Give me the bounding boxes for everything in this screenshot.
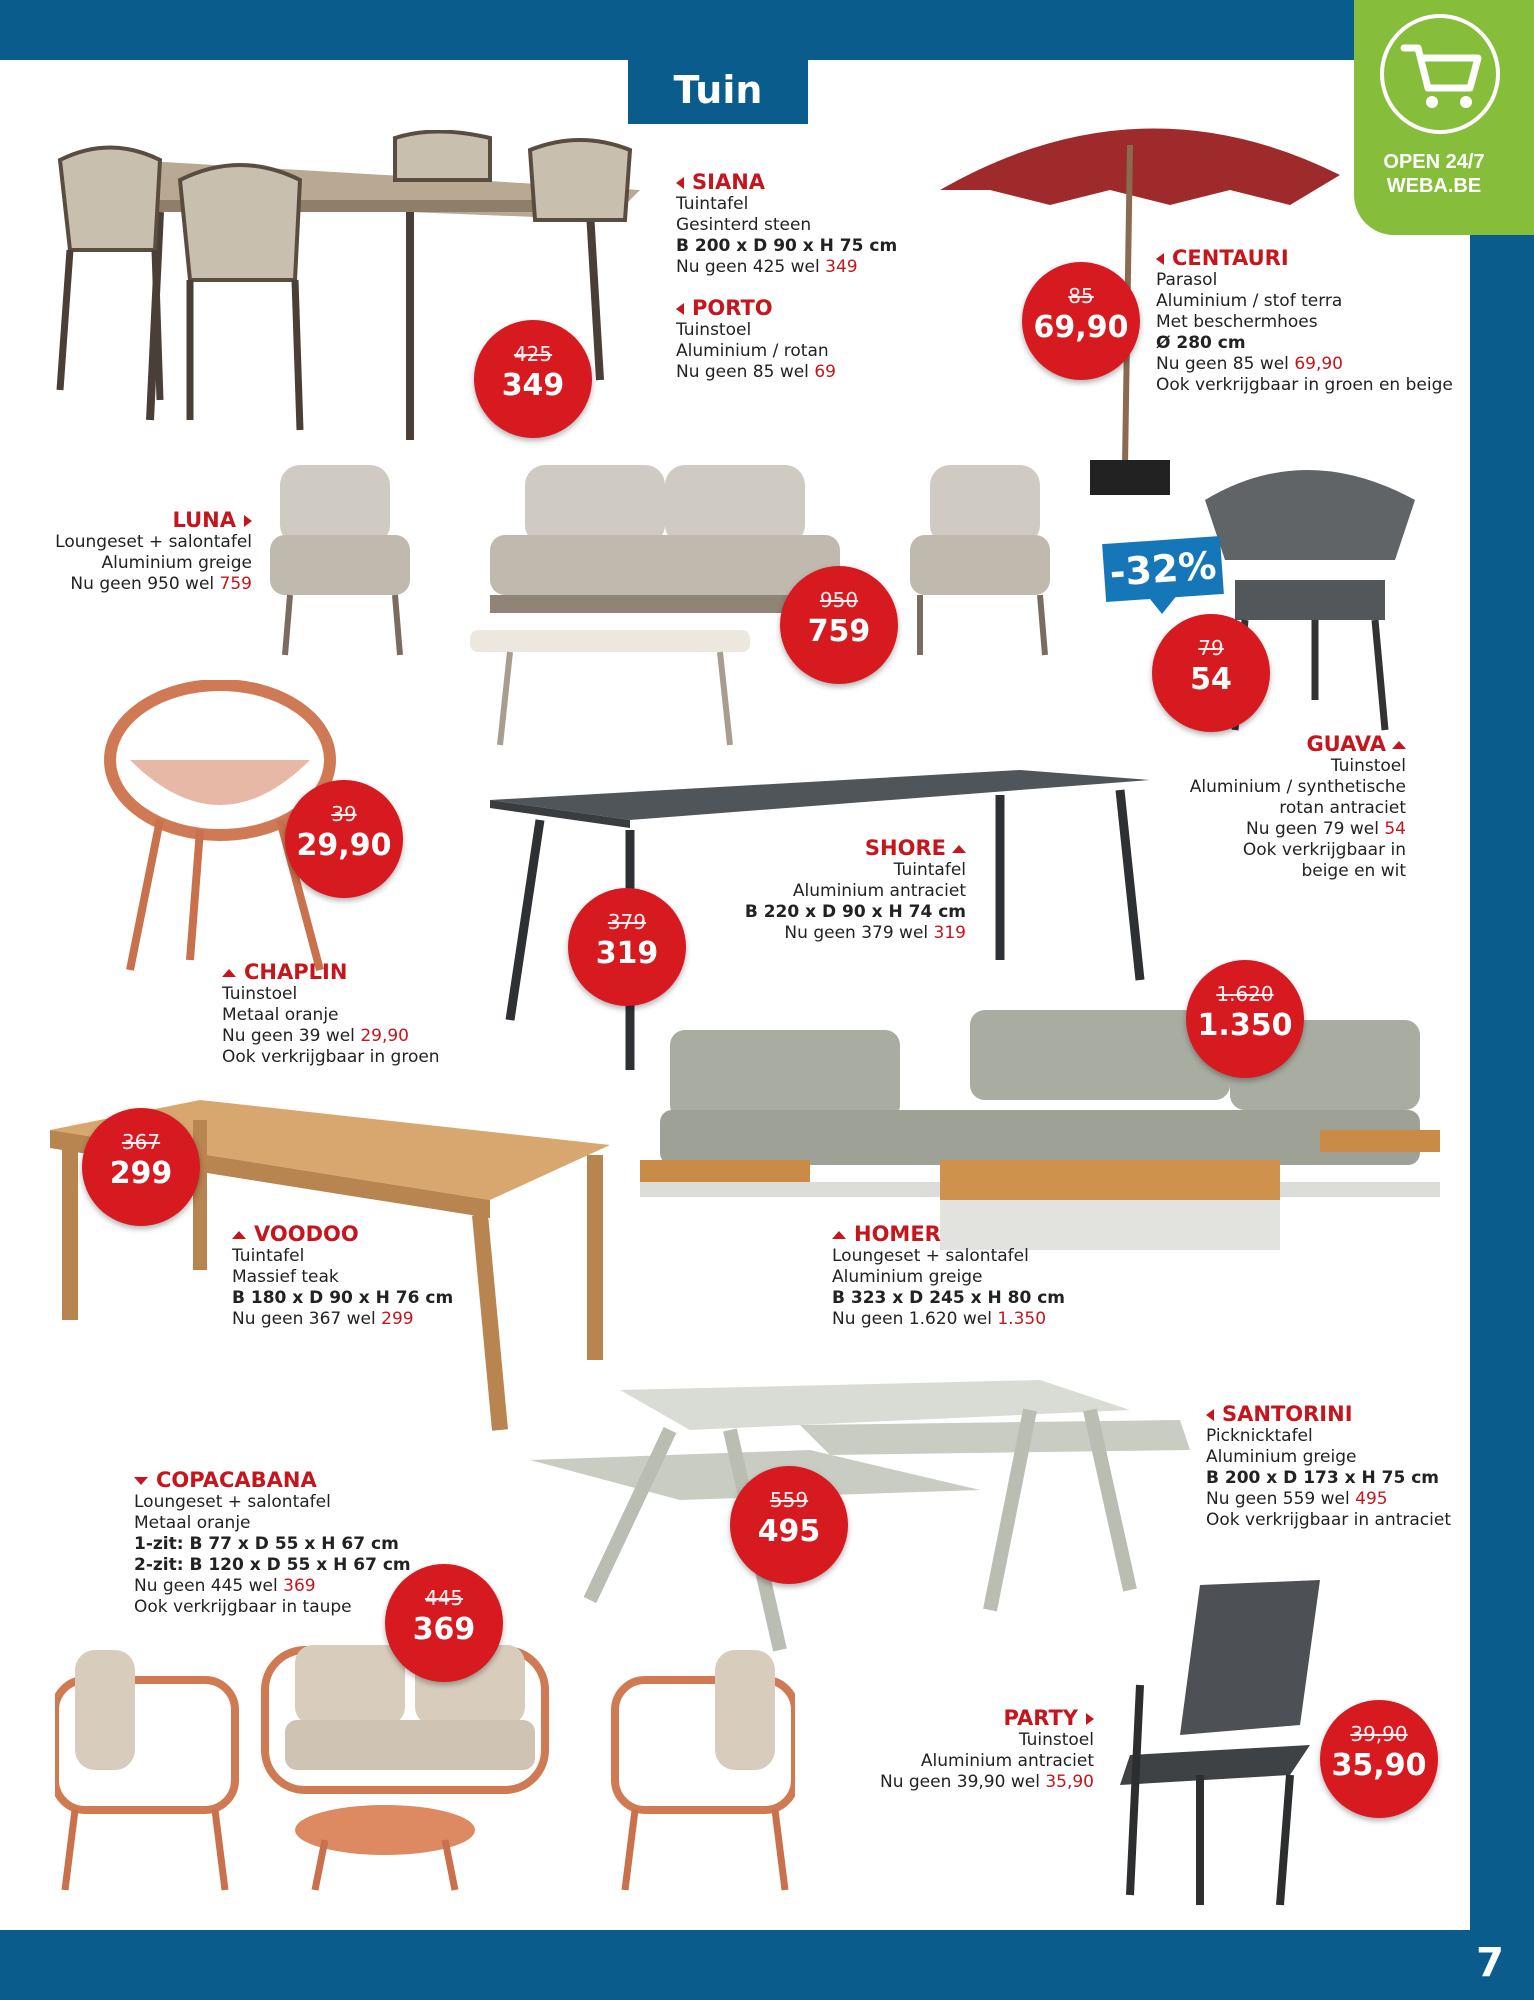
- shore-name: SHORE: [720, 836, 966, 860]
- luna-price-badge: 950 759: [780, 566, 898, 684]
- arrow-right-icon: [244, 515, 252, 527]
- siana-price-badge: 425 349: [474, 320, 592, 438]
- centauri-name: CENTAURI: [1156, 246, 1453, 270]
- luna-name: LUNA: [40, 508, 252, 532]
- arrow-left-icon: [676, 303, 684, 315]
- copacabana-price-badge: 445 369: [385, 1564, 503, 1682]
- website-text: WEBA.BE: [1386, 175, 1482, 197]
- porto-info: PORTO Tuinstoel Aluminium / rotan Nu geen 85 wel 69: [676, 296, 836, 382]
- siana-name: SIANA: [676, 170, 897, 194]
- party-name: PARTY: [862, 1706, 1094, 1730]
- arrow-left-icon: [1206, 1409, 1214, 1421]
- chaplin-name: CHAPLIN: [222, 960, 440, 984]
- voodoo-price-badge: 367 299: [82, 1108, 200, 1226]
- open-247-badge[interactable]: [1354, 0, 1534, 235]
- chaplin-info: CHAPLIN Tuinstoel Metaal oranje Nu geen 39 wel 29,90 Ook verkrijgbaar in groen: [222, 960, 440, 1067]
- section-title: Tuin: [628, 60, 808, 124]
- party-chair-image: [1110, 1575, 1350, 1915]
- homer-price-badge: 1.620 1.350: [1186, 960, 1304, 1078]
- open-247-text: OPEN 24/7: [1383, 151, 1485, 173]
- centauri-info: CENTAURI Parasol Aluminium / stof terra Met beschermhoes Ø 280 cm Nu geen 85 wel 69,90 Ook verkrijgbaar in groen en beige: [1156, 246, 1453, 395]
- chaplin-price-badge: 39 29,90: [285, 780, 403, 898]
- santorini-picnictable-image: [530, 1370, 1200, 1670]
- arrow-up-icon: [232, 1231, 246, 1239]
- voodoo-info: VOODOO Tuintafel Massief teak B 180 x D 90 x H 76 cm Nu geen 367 wel 299: [232, 1222, 454, 1329]
- copacabana-info: COPACABANA Loungeset + salontafel Metaal oranje 1-zit: B 77 x D 55 x H 67 cm 2-zit: B 120 x D 55 x H 67 cm Nu geen 445 wel 369 Ook verkrijgbaar in taupe: [134, 1468, 411, 1617]
- footer-band: [0, 1932, 1534, 2000]
- santorini-name: SANTORINI: [1206, 1402, 1451, 1426]
- party-info: PARTY Tuinstoel Aluminium antraciet Nu geen 39,90 wel 35,90: [862, 1706, 1094, 1793]
- porto-name: PORTO: [676, 296, 836, 320]
- shore-price-badge: 379 319: [568, 888, 686, 1006]
- luna-loungeset-image: [260, 455, 1060, 755]
- guava-price-badge: 79 54: [1152, 614, 1270, 732]
- centauri-price-badge: 85 69,90: [1022, 262, 1140, 380]
- arrow-left-icon: [676, 177, 684, 189]
- luna-info: LUNA Loungeset + salontafel Aluminium greige Nu geen 950 wel 759: [40, 508, 252, 595]
- guava-name: GUAVA: [1150, 732, 1406, 756]
- homer-info: HOMER Loungeset + salontafel Aluminium greige B 323 x D 245 x H 80 cm Nu geen 1.620 wel 1.350: [832, 1222, 1065, 1329]
- copacabana-name: COPACABANA: [134, 1468, 411, 1492]
- page-number: 7: [1476, 1940, 1504, 1986]
- santorini-info: SANTORINI Picknicktafel Aluminium greige B 200 x D 173 x H 75 cm Nu geen 559 wel 495 Ook verkrijgbaar in antraciet: [1206, 1402, 1451, 1530]
- arrow-left-icon: [1156, 253, 1164, 265]
- shore-info: SHORE Tuintafel Aluminium antraciet B 220 x D 90 x H 74 cm Nu geen 379 wel 319: [720, 836, 966, 944]
- arrow-up-icon: [1392, 741, 1406, 749]
- arrow-up-icon: [952, 845, 966, 853]
- shopping-cart-icon: [1380, 14, 1500, 134]
- arrow-up-icon: [832, 1231, 846, 1239]
- discount-badge-tip: [1146, 594, 1178, 614]
- arrow-up-icon: [222, 969, 236, 977]
- santorini-price-badge: 559 495: [730, 1466, 848, 1584]
- guava-info: GUAVA Tuinstoel Aluminium / synthetische rotan antraciet Nu geen 79 wel 54 Ook verkrijgbaar in beige en wit: [1150, 732, 1406, 882]
- homer-name: HOMER: [832, 1222, 1065, 1246]
- party-price-badge: 39,90 35,90: [1320, 1700, 1438, 1818]
- discount-badge: -32%: [1102, 536, 1224, 602]
- voodoo-name: VOODOO: [232, 1222, 453, 1246]
- siana-info: SIANA Tuintafel Gesinterd steen B 200 x D 90 x H 75 cm Nu geen 425 wel 349: [676, 170, 898, 277]
- arrow-right-icon: [1086, 1713, 1094, 1725]
- arrow-down-icon: [134, 1477, 148, 1485]
